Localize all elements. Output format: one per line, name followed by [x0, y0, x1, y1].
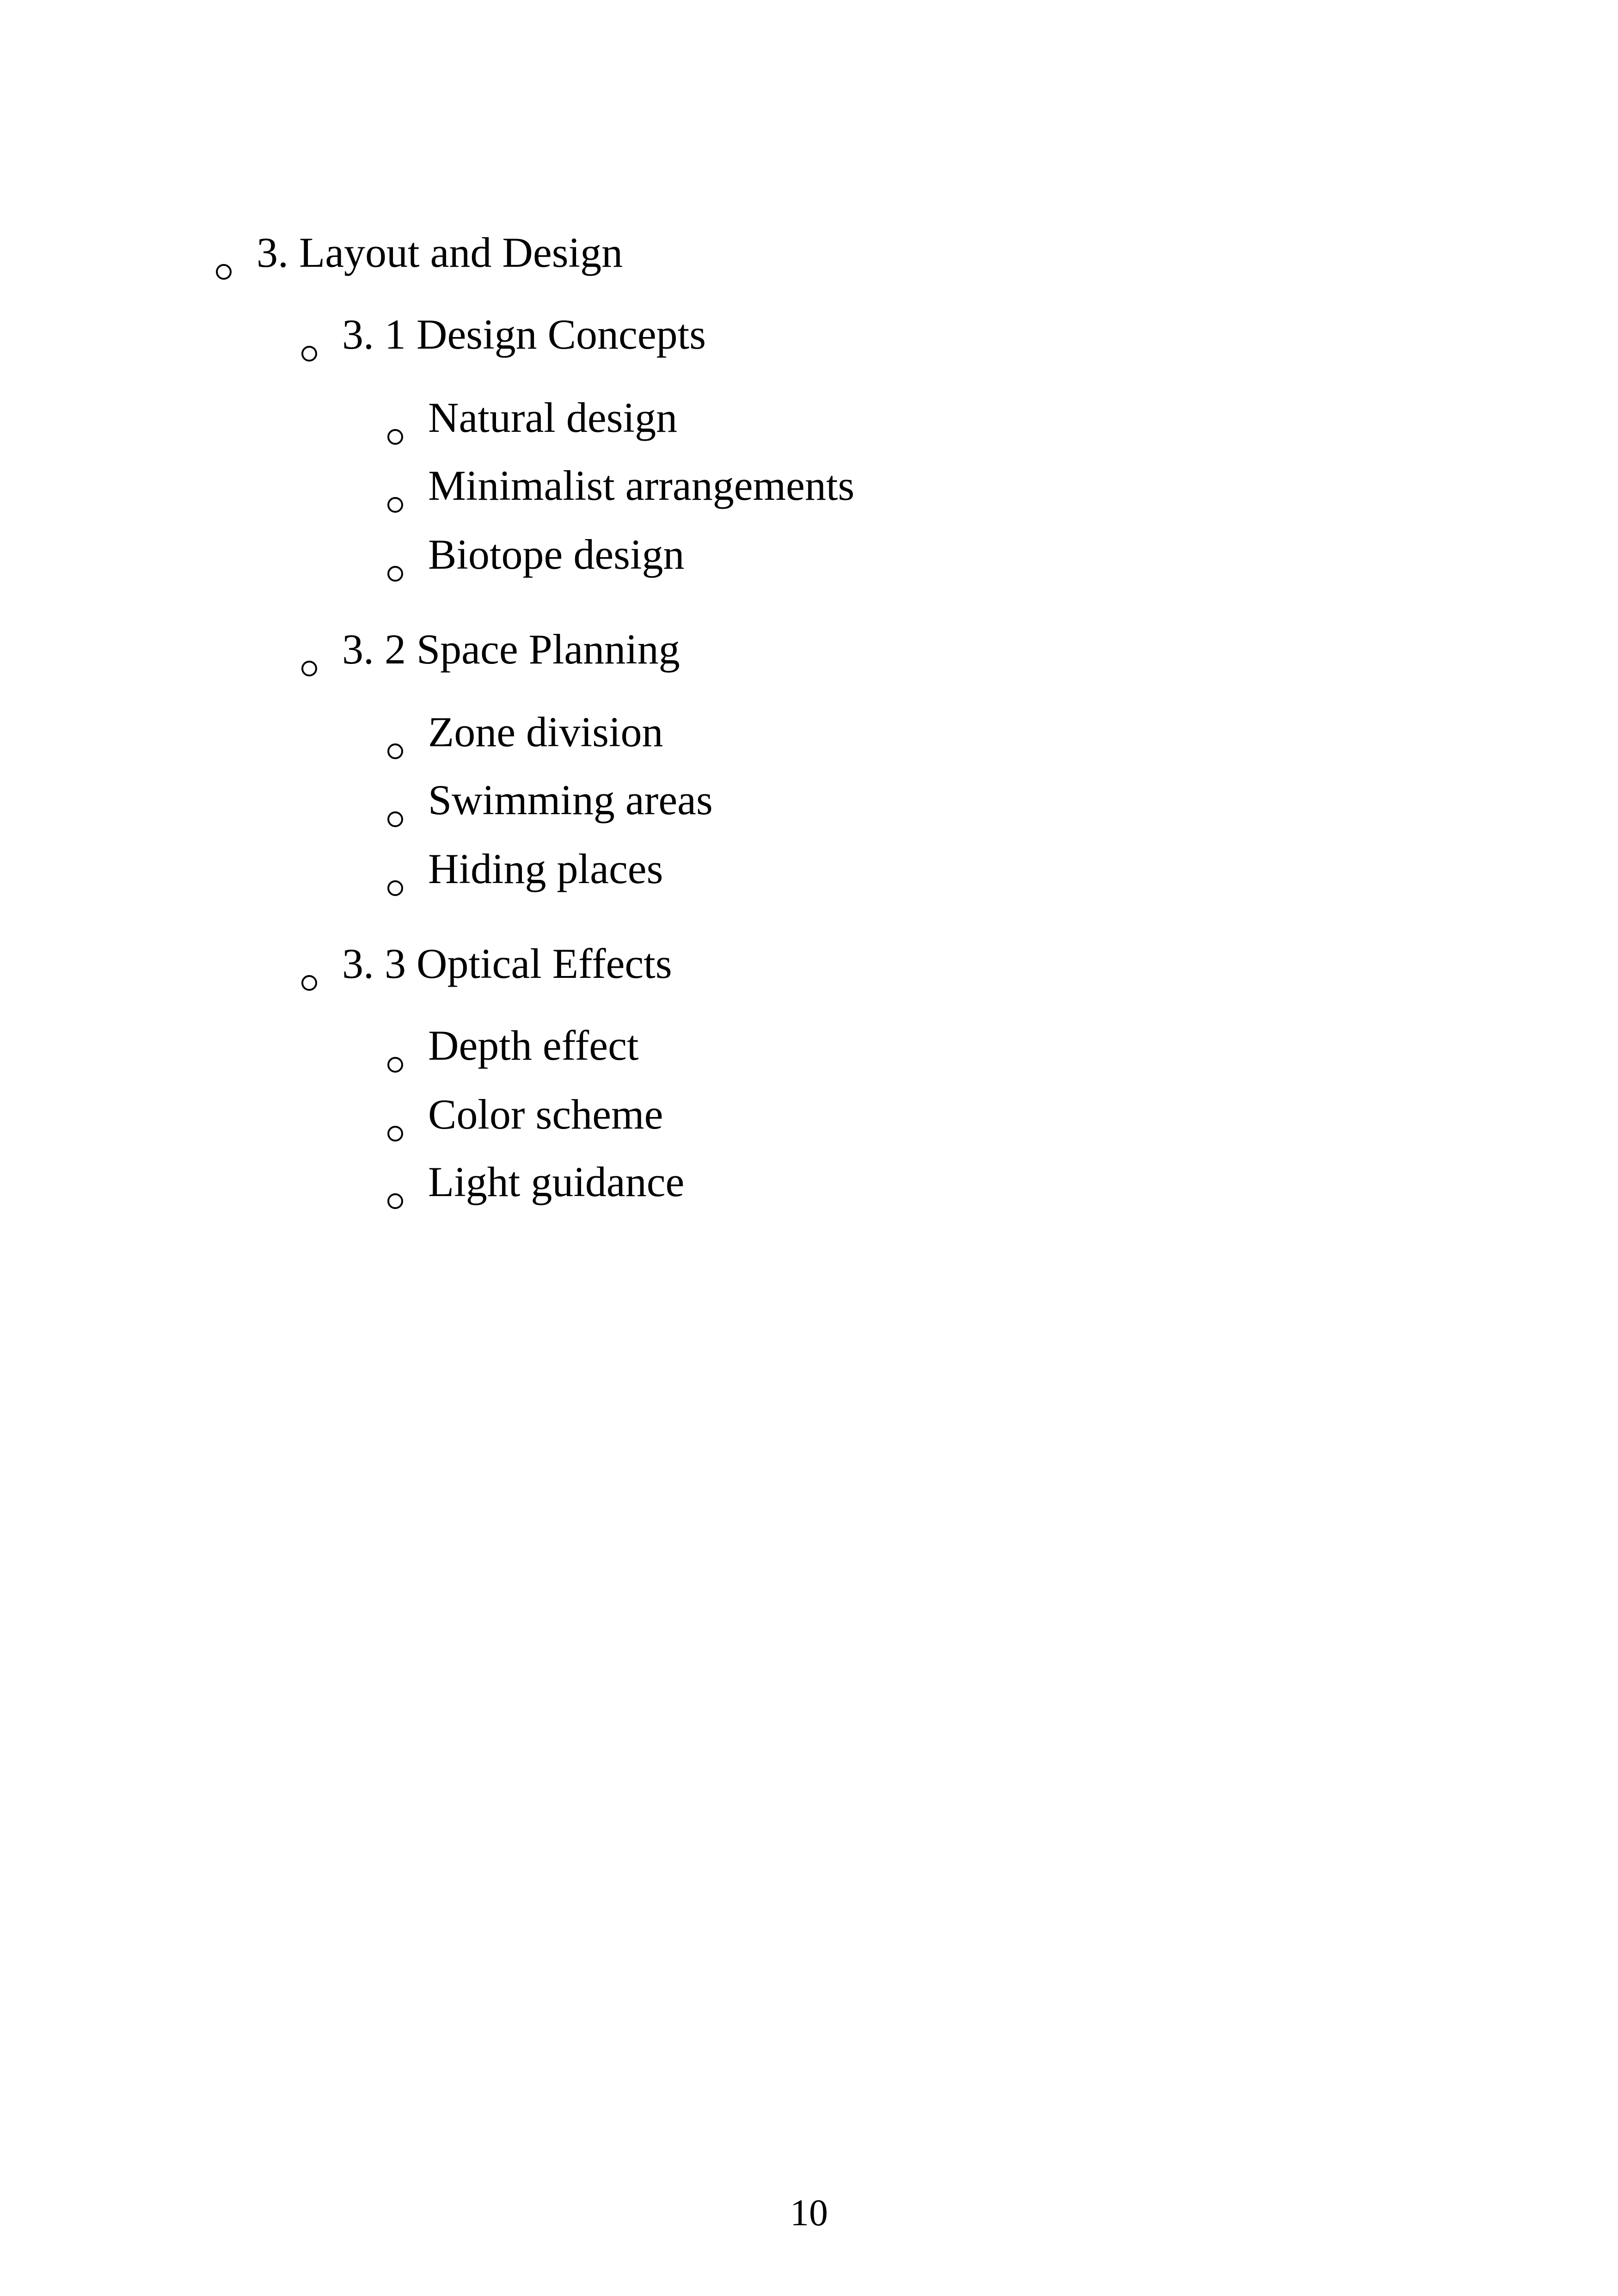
hollow-bullet-icon — [216, 244, 232, 287]
list-item-label: Depth effect — [428, 1022, 639, 1069]
list-item-label: Zone division — [428, 708, 663, 755]
hollow-bullet-icon — [387, 1173, 403, 1216]
list-item-label: Biotope design — [428, 531, 685, 578]
hollow-bullet-icon — [301, 955, 317, 998]
section-heading-label: 3. 2 Space Planning — [342, 626, 680, 673]
hollow-bullet-icon — [301, 326, 317, 368]
hollow-bullet-icon — [387, 724, 403, 766]
section-heading-label: 3. 3 Optical Effects — [342, 940, 672, 987]
list-item-label: Hiding places — [428, 845, 663, 892]
list-item-label: Color scheme — [428, 1091, 663, 1138]
list-item-label: Minimalist arrangements — [428, 462, 855, 509]
list-item-label: Swimming areas — [428, 776, 713, 823]
hollow-bullet-icon — [387, 1037, 403, 1080]
outline-heading-label: 3. Layout and Design — [257, 229, 623, 276]
hollow-bullet-icon — [387, 1106, 403, 1148]
hollow-bullet-icon — [301, 641, 317, 683]
list-item-label: Natural design — [428, 394, 678, 441]
list-item-label: Light guidance — [428, 1158, 685, 1205]
hollow-bullet-icon — [387, 477, 403, 520]
page-number: 10 — [790, 2192, 828, 2234]
hollow-bullet-icon — [387, 792, 403, 834]
hollow-bullet-icon — [387, 860, 403, 903]
hollow-bullet-icon — [387, 409, 403, 452]
hollow-bullet-icon — [387, 546, 403, 589]
section-heading-label: 3. 1 Design Concepts — [342, 311, 706, 358]
